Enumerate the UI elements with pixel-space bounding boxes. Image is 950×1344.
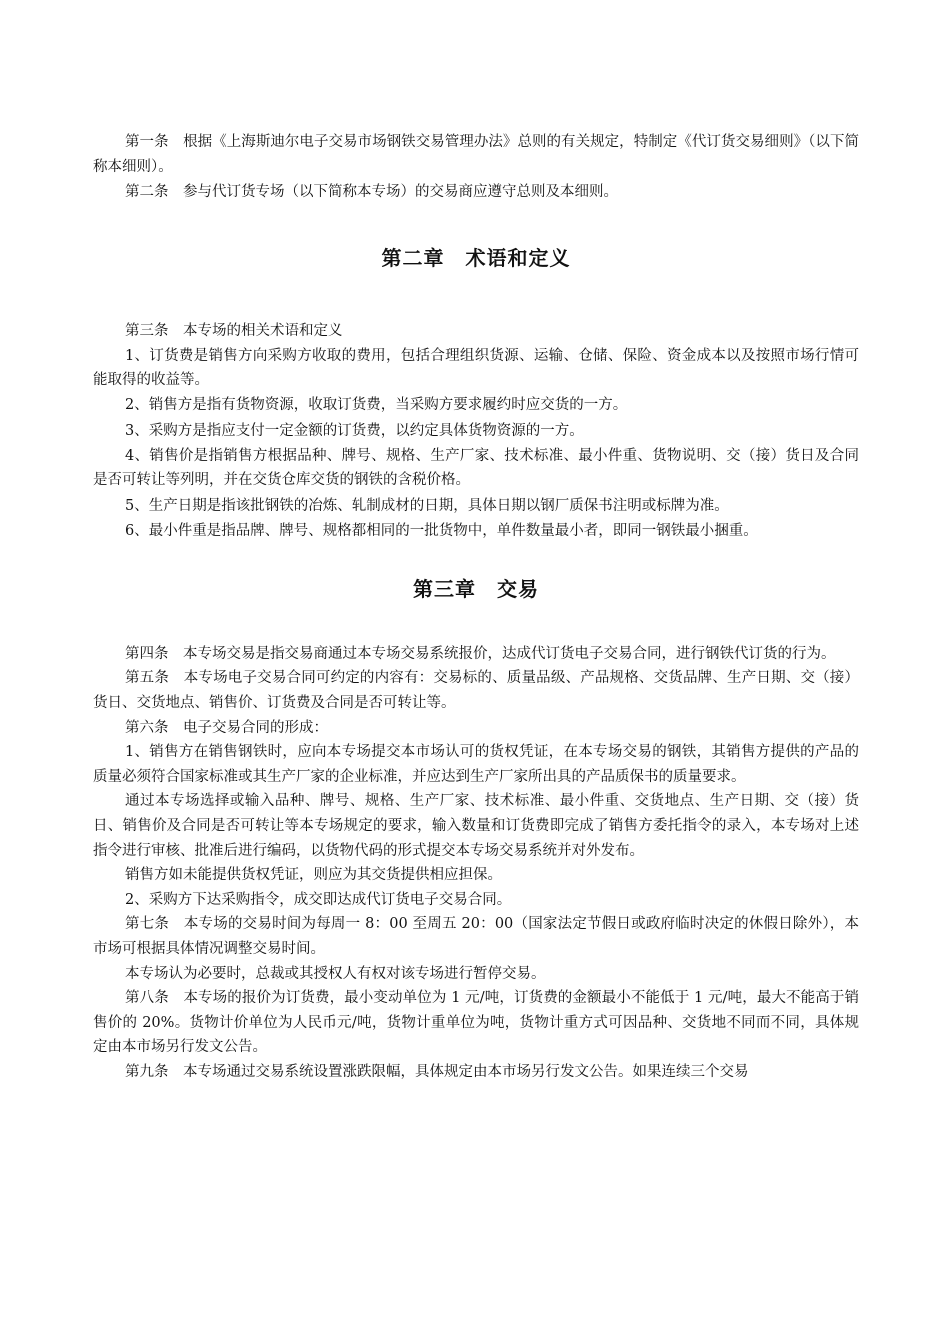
chapter-3-heading: 第三章 交易 [413, 577, 539, 602]
article-2: 第二条 参与代订货专场（以下简称本专场）的交易商应遵守总则及本细则。 [125, 183, 618, 200]
chapter-2-heading: 第二章 术语和定义 [381, 246, 571, 271]
article-7-text: 本专场认为必要时，总裁或其授权人有权对该专场进行暂停交易。 [125, 965, 546, 982]
definition-item: 2、销售方是指有货物资源，收取订货费，当采购方要求履约时应交货的一方。 [125, 397, 628, 414]
document-page [93, 130, 859, 1085]
article-8: 第八条 本专场的报价为订货费，最小变动单位为 1 元/吨，订货费的金额最小不能低于 1 元/吨，最大不能高于销售价的 20%。货物计价单位为人民币元/吨，货物计重单位为吨，货物计重方式可因品种、交货地不同而不同，具体规定由本市场另行发文公告。 [93, 990, 859, 1056]
article-6: 第六条 电子交易合同的形成： [125, 719, 328, 736]
article-6-item-2: 2、采购方下达采购指令，成交即达成代订货电子交易合同。 [125, 891, 512, 908]
definition-item: 5、生产日期是指该批钢铁的冶炼、轧制成材的日期，具体日期以钢厂质保书注明或标牌为准。 [125, 497, 729, 514]
definition-item: 4、销售价是指销售方根据品种、牌号、规格、生产厂家、技术标准、最小件重、货物说明、交（接）货日及合同是否可转让等列明，并在交货仓库交货的钢铁的含税价格。 [93, 447, 859, 489]
article-7: 第七条 本专场的交易时间为每周一 8：00 至周五 20：00（国家法定节假日或政府临时决定的休假日除外），本市场可根据具体情况调整交易时间。 [93, 916, 859, 957]
definition-item: 6、最小件重是指品牌、牌号、规格都相同的一批货物中，单件数量最小者，即同一钢铁最小捆重。 [125, 522, 758, 539]
article-6-text: 通过本专场选择或输入品种、牌号、规格、生产厂家、技术标准、最小件重、交货地点、生产日期、交（接）货日、销售价及合同是否可转让等本专场规定的要求，输入数量和订货费即完成了销售方委托指令的录入，本专场对上述指令进行审核、批准后进行编码，以货物代码的形式提交本专场交易系统并对外发布。 [93, 793, 859, 859]
article-3: 第三条 本专场的相关术语和定义 [125, 322, 343, 339]
article-1: 第一条 根据《上海斯迪尔电子交易市场钢铁交易管理办法》总则的有关规定，特制定《代订货交易细则》（以下简称本细则）。 [93, 134, 859, 175]
article-9: 第九条 本专场通过交易系统设置涨跌限幅，具体规定由本市场另行发文公告。如果连续三个交易 [125, 1063, 749, 1080]
definition-item: 1、订货费是销售方向采购方收取的费用，包括合理组织货源、运输、仓储、保险、资金成本以及按照市场行情可能取得的收益等。 [93, 347, 859, 389]
article-6-item-1: 1、销售方在销售钢铁时，应向本专场提交本市场认可的货权凭证，在本专场交易的钢铁，其销售方提供的产品的质量必须符合国家标准或其生产厂家的企业标准，并应达到生产厂家所出具的产品质保书的质量要求。 [93, 744, 859, 785]
article-5: 第五条 本专场电子交易合同可约定的内容有：交易标的、质量品级、产品规格、交货品牌、生产日期、交（接）货日、交货地点、销售价、订货费及合同是否可转让等。 [93, 670, 859, 712]
article-4: 第四条 本专场交易是指交易商通过本专场交易系统报价，达成代订货电子交易合同，进行钢铁代订货的行为。 [125, 645, 836, 662]
article-6-text: 销售方如未能提供货权凭证，则应为其交货提供相应担保。 [125, 867, 502, 884]
definition-item: 3、采购方是指应支付一定金额的订货费，以约定具体货物资源的一方。 [125, 422, 584, 439]
